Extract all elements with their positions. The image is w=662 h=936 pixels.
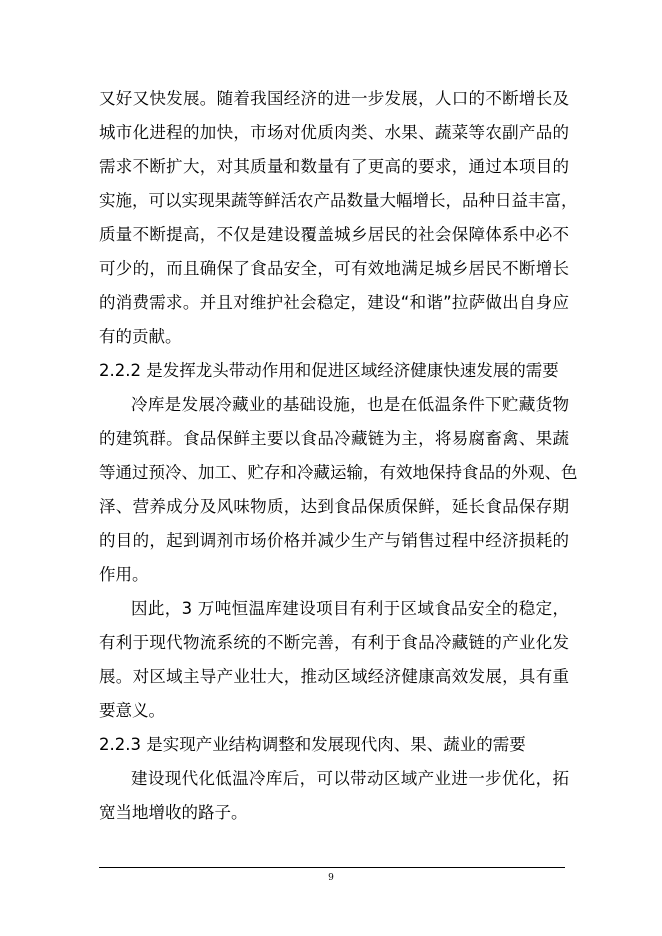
paragraph-first-line: 建设现代化低温冷库后，可以带动区域产业进一步优化，拓 [131, 769, 569, 788]
body-text-line: 又好又快发展。随着我国经济的进一步发展，人口的不断增长及 [99, 89, 569, 108]
body-text-line: 需求不断扩大，对其质量和数量有了更高的要求，通过本项目的 [99, 157, 569, 176]
body-text-line: 展。对区域主导产业壮大，推动区域经济健康高效发展，具有重 [99, 667, 569, 686]
page-number: 9 [328, 873, 334, 883]
body-text-line: 城市化进程的加快，市场对优质肉类、水果、蔬菜等农副产品的 [99, 123, 569, 142]
body-text-line: 宽当地增收的路子。 [99, 803, 248, 822]
body-text-line: 作用。 [99, 565, 149, 584]
footer-rule [99, 867, 565, 868]
body-text-line: 可少的，而且确保了食品安全，可有效地满足城乡居民不断增长 [99, 259, 569, 278]
body-text-line: 的建筑群。食品保鲜主要以食品冷藏链为主，将易腐畜禽、果蔬 [99, 429, 569, 448]
body-text-line: 有利于现代物流系统的不断完善，有利于食品冷藏链的产业化发 [99, 633, 569, 652]
paragraph-first-line: 冷库是发展冷藏业的基础设施，也是在低温条件下贮藏货物 [131, 395, 569, 414]
body-text-line: 有的贡献。 [99, 327, 182, 346]
body-text-line: 实施，可以实现果蔬等鲜活农产品数量大幅增长，品种日益丰富， [99, 191, 578, 210]
body-text-line: 等通过预冷、加工、贮存和冷藏运输，有效地保持食品的外观、色 [99, 463, 578, 482]
paragraph-first-line: 因此，3 万吨恒温库建设项目有利于区域食品安全的稳定， [131, 599, 569, 618]
section-heading-2-2-3: 2.2.3 是实现产业结构调整和发展现代肉、果、蔬业的需要 [99, 735, 526, 754]
body-text-line: 的目的，起到调剂市场价格并减少生产与销售过程中经济损耗的 [99, 531, 569, 550]
body-text-line: 泽、营养成分及风味物质，达到食品保质保鲜，延长食品保存期 [99, 497, 569, 516]
body-text-line: 质量不断提高，不仅是建设覆盖城乡居民的社会保障体系中必不 [99, 225, 569, 244]
body-text-line: 的消费需求。并且对维护社会稳定，建设“和谐”拉萨做出自身应 [99, 293, 569, 312]
section-heading-2-2-2: 2.2.2 是发挥龙头带动作用和促进区域经济健康快速发展的需要 [99, 361, 559, 380]
body-text-line: 要意义。 [99, 701, 165, 720]
